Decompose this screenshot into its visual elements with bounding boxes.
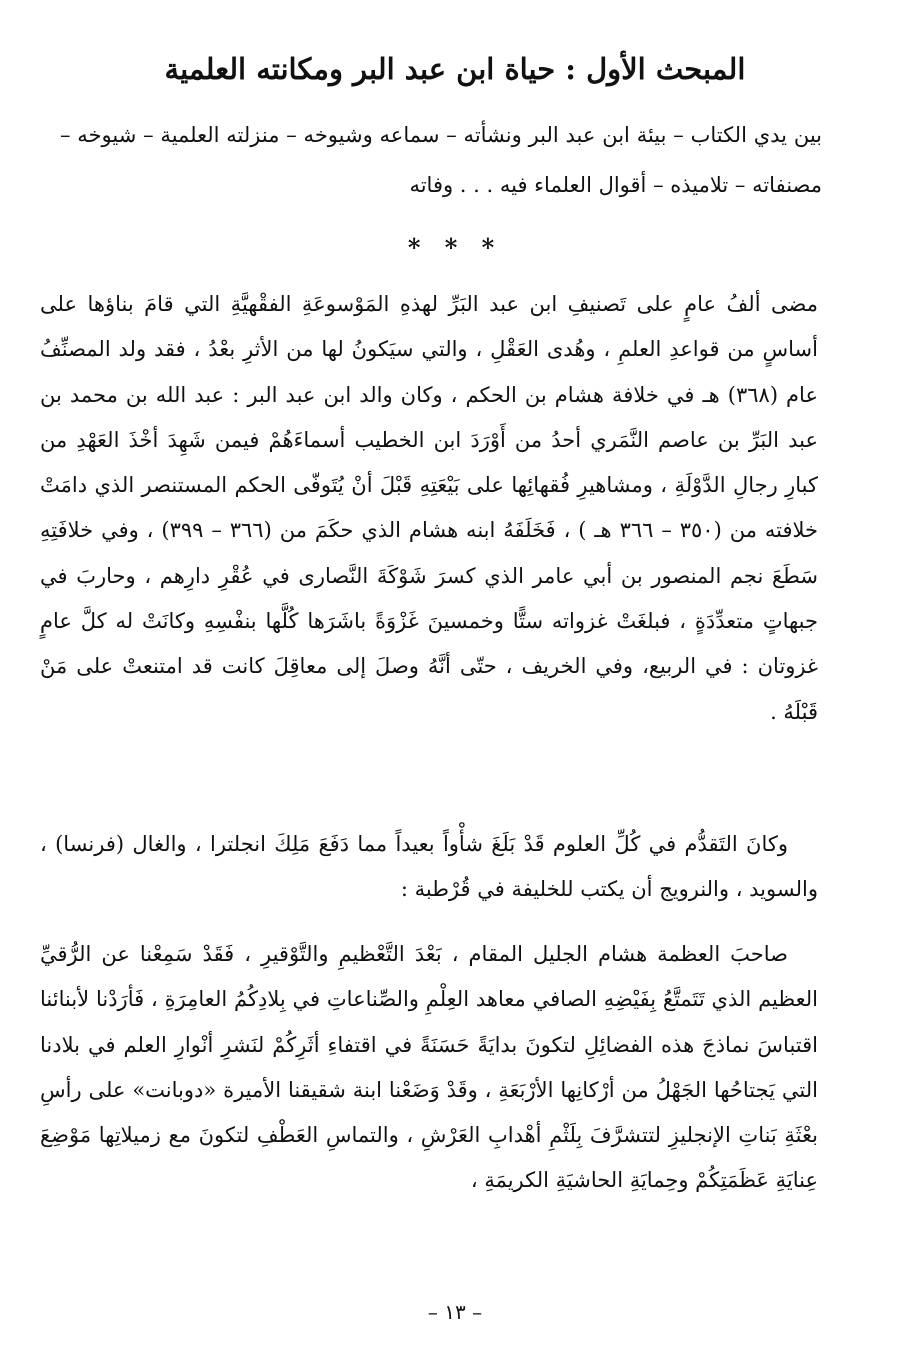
quoted-letter-paragraph: صاحبَ العظمة هشام الجليل المقام ، بَعْدَ التَّعْظيمِ والتَّوْقيرِ ، فَقَدْ سَمِعْنا عن الرُّقيِّ العظيم الذي تَتَمتَّعُ بِفَيْضِهِ الصافي معاهد العِلْمِ والصِّناعاتِ في بِلادِكُمُ العامِرَةِ ، فَأرَدْنا لأبنائنا اقتباسَ نماذجَ هذه الفضائِلِ لتكونَ بدايَةً حَسَنَةً في اقتفاءِ أثَرِكُمْ لنَشرِ أنْوارِ العلم في بلادنا التي يَجتاحُها الجَهْلُ من أرْكانِها الأرْبَعَةِ ، وقَدْ وَضَعْنا ابنة شقيقنا الأميرة «دوبانت» على رأسِ بعْثَةِ بَناتِ الإنجليزِ لتتشرَّفَ بِلَثْمِ أهْدابِ العَرْشِ ، والتماسِ العَطْفِ لتكونَ مع زميلاتِها مَوْضِعَ عِنايَةِ عَظَمَتِكُمْ وحِمايَةِ الحاشيَةِ الكريمَةِ ، [40, 942, 818, 1193]
section-title: المبحث الأول : حياة ابن عبد البر ومكانته العلمية [164, 52, 746, 86]
page-number: – ١٣ – [427, 1300, 483, 1324]
separator-asterisks: * * * [407, 233, 503, 262]
body-paragraph: وكانَ التَقدُّم في كُلِّ العلوم قَدْ بَلَغَ شأْواً بعيداً مما دَفَعَ مَلِكَ انجلترا ، والغال (فرنسا) ، والسويد ، والنرويج أن يكتب للخليفة في قُرْطبة : [40, 832, 818, 902]
body-paragraph: مضى ألفُ عامٍ على تَصنيفِ ابن عبد البَرِّ لهذهِ المَوْسوعَةِ الفقْهيَّةِ التي قامَ بناؤها على أساسٍ من قواعدِ العلمِ ، وهُدى العَقْلِ ، والتي سيَكونُ لها من الأثرِ بعْدُ ، فقد ولد المصنِّفُ عام (٣٦٨) هـ في خلافة هشام بن الحكم ، وكان والد ابن عبد البر : عبد الله بن محمد بن عبد البَرِّ بن عاصم النَّمَري أحدُ من أَوْرَدَ ابن الخطيب أسماءَهُمْ فيمن شَهِدَ أخْذَ العَهْدِ من كبارِ رجالِ الدَّوْلَةِ ، ومشاهيرِ فُقهائِها على بَيْعَتِهِ قَبْلَ أنْ يُتَوفّى الحكم المستنصر الذي دامَتْ خلافته من (٣٥٠ – ٣٦٦ هـ ) ، فَخَلَفَهُ ابنه هشام الذي حكَمَ من (٣٦٦ – ٣٩٩) ، وفي خلافَتِهِ سَطَعَ نجم المنصور بن أبي عامر الذي كسرَ شَوْكَةَ النَّصارى في عُقْرِ دارِهم ، وحاربَ في جبهاتٍ متعدِّدَةٍ ، فبلغَتْ غزواته ستًّا وخمسينَ غَزْوَةً باشَرَها كُلَّها بنفْسِهِ وكانَتْ له كلَّ عامٍ غزوتان : في الربيع، وفي الخريف ، حتّى أنَّهُ وصلَ إلى معاقِلَ كانت قد امتنعتْ على مَنْ قَبْلَهُ . [40, 292, 819, 724]
section-summary: بين يدي الكتاب – بيئة ابن عبد البر ونشأته – سماعه وشيوخه – منزلته العلمية – شيوخه – مصنفاته – تلاميذه – أقوال العلماء فيه . . . وفاته [60, 123, 822, 197]
